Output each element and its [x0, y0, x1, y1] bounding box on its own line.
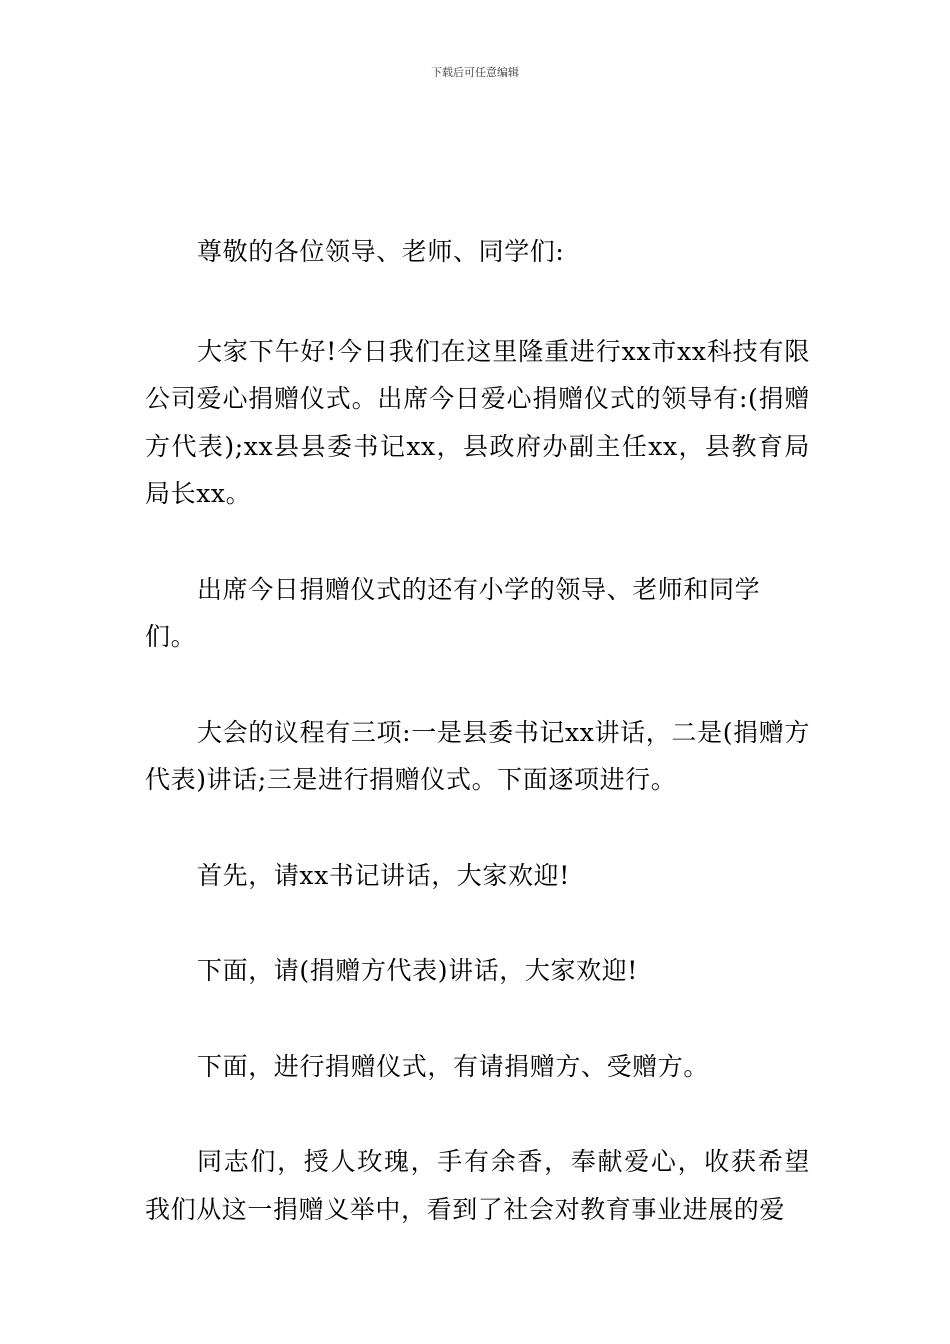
paragraph-opening: 大家下午好!今日我们在这里隆重进行xx市xx科技有限公司爱心捐赠仪式。出席今日爱心捐赠仪式的领导有:(捐赠方代表);xx县县委书记xx，县政府办副主任xx，县教育局局长xx。: [145, 336, 810, 508]
document-body: [145, 228, 810, 1281]
paragraph-salutation: 尊敬的各位领导、老师、同学们:: [197, 237, 565, 266]
paragraph-attendees: 出席今日捐赠仪式的还有小学的领导、老师和同学们。: [145, 574, 761, 651]
paragraph-ceremony: 下面，进行捐赠仪式，有请捐赠方、受赠方。: [197, 1051, 710, 1081]
paragraph-closing: 同志们，授人玫瑰，手有余香，奉献爱心，收获希望我们从这一捐赠义举中，看到了社会对教育事业进展的爱: [145, 1147, 810, 1224]
paragraph-agenda: 大会的议程有三项:一是县委书记xx讲话，二是(捐赠方代表)讲话;三是进行捐赠仪式。下面逐项进行。: [145, 717, 810, 794]
paragraph-second-speech: 下面，请(捐赠方代表)讲话，大家欢迎!: [197, 956, 638, 985]
paragraph-first-speech: 首先，请xx书记讲话，大家欢迎!: [197, 860, 570, 890]
page-header-note: 下载后可任意编辑: [431, 66, 519, 79]
